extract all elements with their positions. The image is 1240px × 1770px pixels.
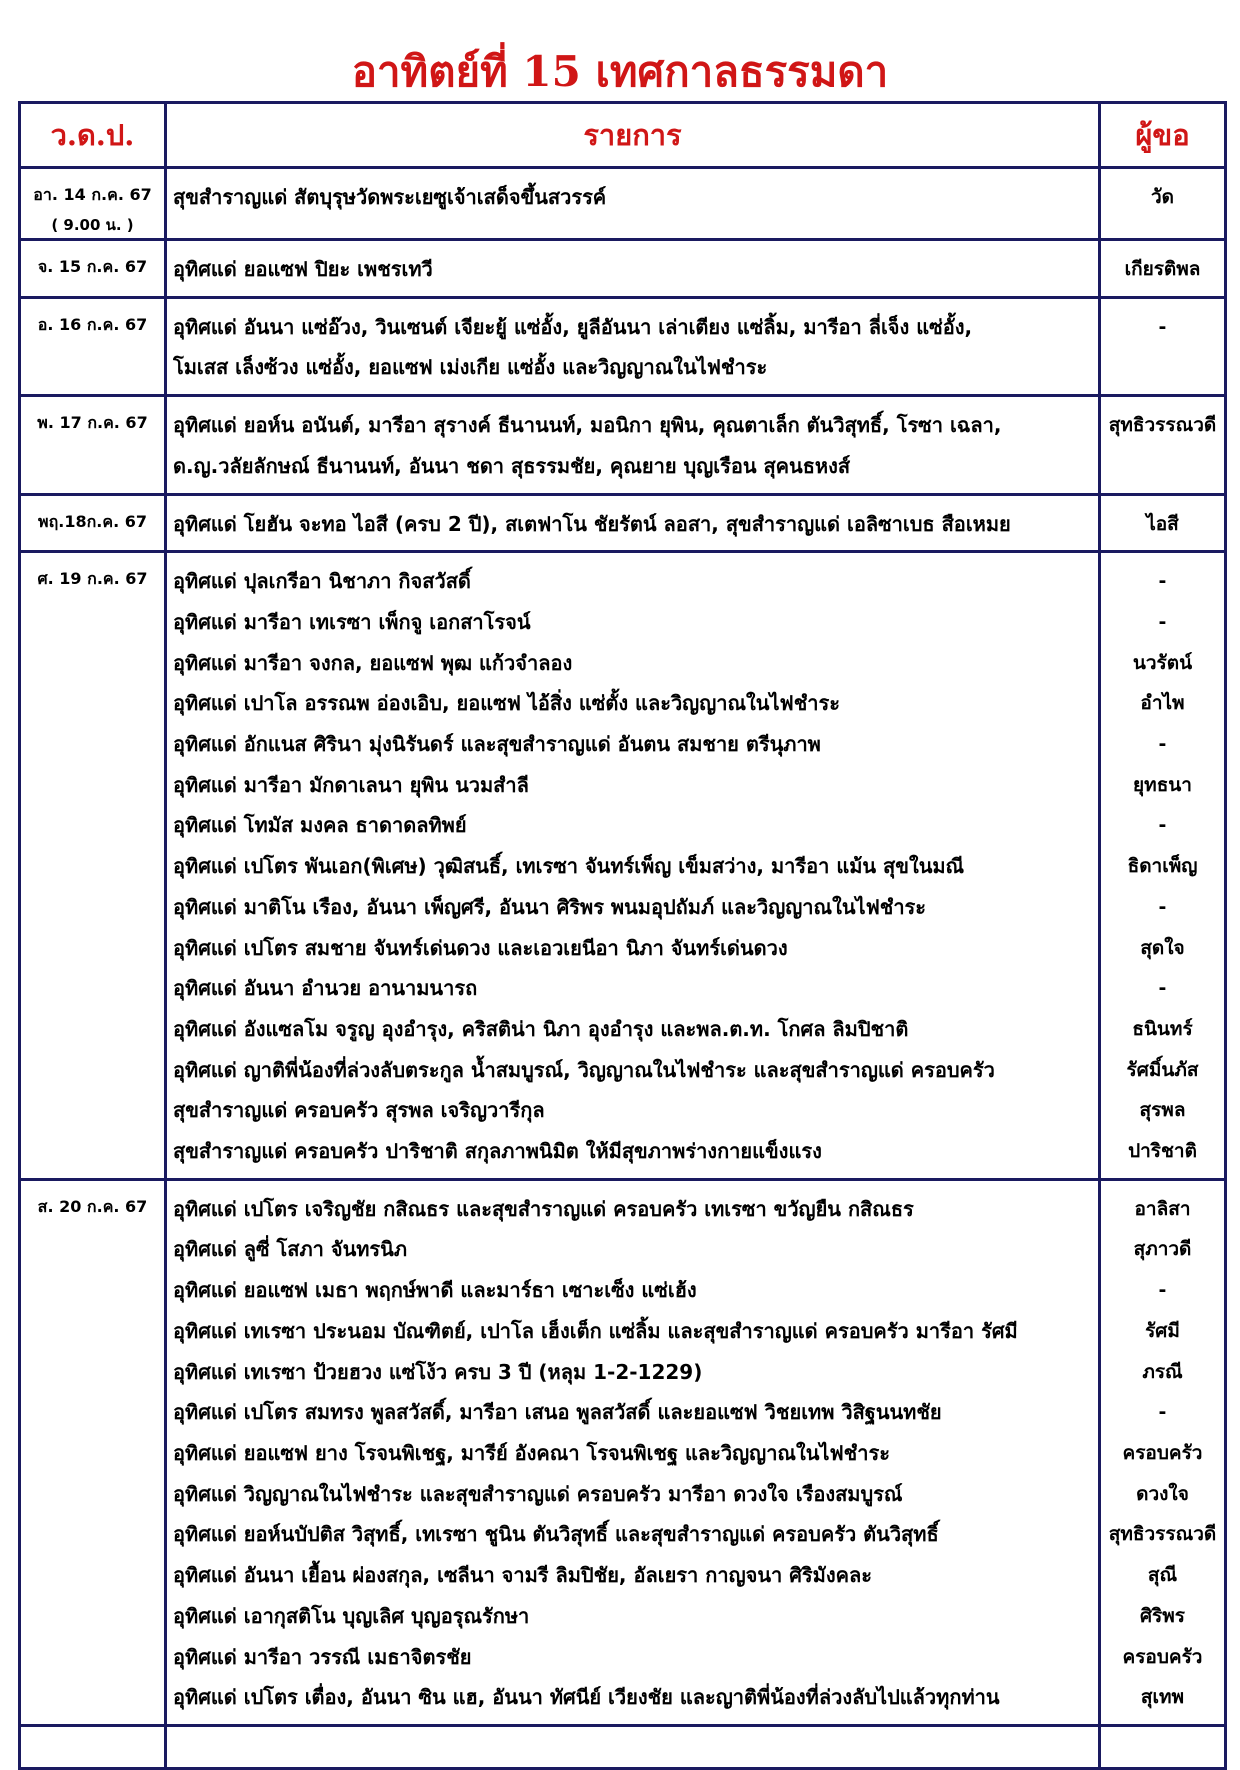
requester-name: สุเทพ xyxy=(1140,1686,1185,1709)
requester-cell xyxy=(1100,1179,1226,1725)
intention-line: อุทิศแด่ มาติโน เรือง, อันนา เพ็ญศรี, อันนา ศิริพร พนมอุปถัมภ์ และวิญญาณในไฟชำระ xyxy=(173,894,927,919)
date-text: พฤ.18ก.ค. 67 xyxy=(38,511,147,531)
requester-name: อำไพ xyxy=(1140,692,1185,715)
intention-line: อุทิศแด่ ยอห์น อนันต์, มารีอา สุรางค์ ธีนานนท์, มอนิกา ยุพิน, คุณตาเล็ก ตันวิสุทธิ์, โรซา เฉลา, xyxy=(173,413,1002,438)
intention-line: ด.ญ.วลัยลักษณ์ ธีนานนท์, อันนา ชดา สุธรรมชัย, คุณยาย บุญเรือน สุคนธหงส์ xyxy=(173,453,851,478)
intention-line: อุทิศแด่ อันนา แซ่อ๊วง, วินเซนต์ เจียะยู้ แซ่อั้ง, ยูลีอันนา เล่าเตียง แซ่ลิ้ม, มารีอา ลี่เจ็ง แซ่อั้ง, xyxy=(173,314,973,339)
requester-name: ภรณี xyxy=(1142,1360,1183,1383)
date-cell xyxy=(20,494,166,552)
intention-line: อุทิศแด่ เปโตร สมทรง พูลสวัสดิ์, มารีอา เสนอ พูลสวัสดิ์ และยอแซฟ วิชยเทพ วิสิฐนนทชัย xyxy=(173,1400,942,1425)
requester-name: ปาริชาติ xyxy=(1128,1140,1197,1163)
date-cell xyxy=(20,1179,166,1725)
table-row-empty xyxy=(20,1725,1226,1768)
mass-intentions-table xyxy=(18,101,1227,1770)
requester-column-header: ผู้ขอ xyxy=(1100,103,1226,168)
intention-line: อุทิศแด่ ปุลเกรีอา นิชาภา กิจสวัสดิ์ xyxy=(173,569,471,594)
intention-line: อุทิศแด่ อังแซลโม จรูญ อุงอำรุง, คริสติน่า นิภา อุงอำรุง และพล.ต.ท. โกศล ลิมปิชาติ xyxy=(173,1016,909,1041)
intention-line: อุทิศแด่ เปโตร พันเอก(พิเศษ) วุฒิสนธิ์, เทเรซา จันทร์เพ็ญ เข็มสว่าง, มารีอา แม้น สุขในมณี xyxy=(173,854,965,879)
table-header-row xyxy=(20,103,1226,168)
requester-cell xyxy=(1100,168,1226,240)
table-row xyxy=(20,297,1226,395)
requester-name: สุรพล xyxy=(1139,1099,1186,1122)
intention-line: อุทิศแด่ อักแนส ศิรินา มุ่งนิรันดร์ และสุขสำราญแด่ อันตน สมชาย ตรีนุภาพ xyxy=(173,732,821,757)
requester-name: ธนินทร์ xyxy=(1132,1017,1193,1040)
date-cell xyxy=(20,297,166,395)
intention-line: อุทิศแด่ อันนา เยื้อน ผ่องสกุล, เซลีนา จามรี ลิมปิชัย, อัลเยรา กาญจนา ศิริมังคละ xyxy=(173,1563,872,1588)
requester-name: ครอบครัว xyxy=(1122,1645,1203,1668)
date-text: พ. 17 ก.ค. 67 xyxy=(37,413,148,433)
intention-line: อุทิศแด่ มารีอา วรรณี เมธาจิตรชัย xyxy=(173,1644,472,1669)
intention-line: อุทิศแด่ เทเรซา ประนอม บัณฑิตย์, เปาโล เฮ็งเต็ก แซ่ลิ้ม และสุขสำราญแด่ ครอบครัว มารีอา รัศมี xyxy=(173,1318,1018,1343)
date-cell xyxy=(20,396,166,494)
description-cell xyxy=(166,1179,1100,1725)
intention-line: สุขสำราญแด่ สัตบุรุษวัดพระเยซูเจ้าเสด็จขึ้นสวรรค์ xyxy=(173,185,607,209)
requester-name: - xyxy=(1158,1401,1167,1424)
intention-line: สุขสำราญแด่ ครอบครัว สุรพล เจริญวารีกุล xyxy=(173,1098,545,1123)
requester-name: - xyxy=(1158,733,1167,756)
intention-line: สุขสำราญแด่ ครอบครัว ปาริชาติ สกุลภาพนิมิต ให้มีสุขภาพร่างกายแข็งแรง xyxy=(173,1139,822,1164)
requester-name: วัด xyxy=(1150,186,1174,208)
empty-cell xyxy=(1100,1725,1226,1768)
intention-line: อุทิศแด่ ยอห์นบัปติส วิสุทธิ์, เทเรซา ชูนิน ตันวิสุทธิ์ และสุขสำราญแด่ ครอบครัว ตันวิสุทธิ์ xyxy=(173,1522,939,1547)
description-cell xyxy=(166,168,1100,240)
requester-name: ยุทธนา xyxy=(1133,773,1192,796)
intention-line: อุทิศแด่ เปโตร เตื่อง, อันนา ซิน แฮ, อันนา ทัศนีย์ เวียงชัย และญาติพี่น้องที่ล่วงลับไปแล้วทุกท่าน xyxy=(173,1685,1000,1710)
date-text: ส. 20 ก.ค. 67 xyxy=(37,1196,148,1216)
intention-line: อุทิศแด่ ยอแซฟ เมธา พฤกษ์พาดี และมาร์ธา เซาะเซ็ง แซ่เฮ้ง xyxy=(173,1278,697,1303)
requester-name: เกียรติพล xyxy=(1124,258,1201,280)
requester-name: - xyxy=(1158,977,1167,1000)
description-cell xyxy=(166,552,1100,1180)
requester-name: - xyxy=(1158,610,1167,633)
requester-name: สุภาวดี xyxy=(1133,1238,1192,1261)
intention-line: อุทิศแด่ ยอแซฟ ปิยะ เพชรเทวี xyxy=(173,257,433,281)
intention-line: อุทิศแด่ ลูซี่ โสภา จันทรนิภ xyxy=(173,1237,408,1262)
intention-line: อุทิศแด่ มารีอา เทเรซา เพ็กจู เอกสาโรจน์ xyxy=(173,609,531,634)
intention-line: อุทิศแด่ โยฮัน จะทอ ไอสี (ครบ 2 ปี), สเตฟาโน ชัยรัตน์ ลอสา, สุขสำราญแด่ เอลิซาเบธ สือเหมย xyxy=(173,511,1011,536)
intention-line: อุทิศแด่ อันนา อำนวย อานามนารถ xyxy=(173,976,478,1001)
requester-name: ศิริพร xyxy=(1140,1604,1185,1627)
requester-name: ดวงใจ xyxy=(1136,1482,1189,1505)
date-cell xyxy=(20,240,166,298)
requester-name: - xyxy=(1158,895,1167,918)
requester-cell xyxy=(1100,396,1226,494)
intention-line: อุทิศแด่ โทมัส มงคล ธาดาดลทิพย์ xyxy=(173,813,467,838)
requester-cell xyxy=(1100,552,1226,1180)
table-row xyxy=(20,1179,1226,1725)
requester-name: ครอบครัว xyxy=(1122,1441,1203,1464)
description-column-header: รายการ xyxy=(166,103,1100,168)
empty-cell xyxy=(166,1725,1100,1768)
requester-name: - xyxy=(1158,1279,1167,1302)
description-cell xyxy=(166,494,1100,552)
intention-line: อุทิศแด่ เอากุสติโน บุญเลิศ บุญอรุณรักษา xyxy=(173,1603,530,1628)
intention-line: อุทิศแด่ เปโตร เจริญชัย กสิณธร และสุขสำราญแด่ ครอบครัว เทเรซา ขวัญยืน กสิณธร xyxy=(173,1196,914,1221)
table-row xyxy=(20,240,1226,298)
table-row xyxy=(20,494,1226,552)
requester-name: - xyxy=(1158,315,1167,338)
intention-line: โมเสส เล็งซ้วง แซ่อั้ง, ยอแซฟ เม่งเกีย แซ่อั้ง และวิญญาณในไฟชำระ xyxy=(173,355,768,380)
description-cell xyxy=(166,396,1100,494)
requester-name: นวรัตน์ xyxy=(1132,651,1193,674)
requester-name: สุทธิวรรณวดี xyxy=(1108,414,1217,437)
requester-name: ธิดาเพ็ญ xyxy=(1127,855,1198,878)
requester-name: - xyxy=(1158,570,1167,593)
requester-cell xyxy=(1100,240,1226,298)
description-cell xyxy=(166,240,1100,298)
requester-name: รัศมี xyxy=(1145,1319,1180,1342)
time-text: ( 9.00 น. ) xyxy=(51,216,134,234)
requester-name: สุทธิวรรณวดี xyxy=(1108,1523,1217,1546)
requester-name: รัศมิ์นภัส xyxy=(1126,1058,1199,1081)
intention-line: อุทิศแด่ มารีอา มักดาเลนา ยุพิน นวมสำลี xyxy=(173,772,529,797)
intention-line: อุทิศแด่ วิญญาณในไฟชำระ และสุขสำราญแด่ ครอบครัว มารีอา ดวงใจ เรืองสมบูรณ์ xyxy=(173,1481,903,1506)
requester-cell xyxy=(1100,297,1226,395)
date-text: จ. 15 ก.ค. 67 xyxy=(37,257,148,276)
requester-name: สุณี xyxy=(1147,1564,1178,1587)
intention-line: อุทิศแด่ เปโตร สมชาย จันทร์เด่นดวง และเอวเยนีอา นิภา จันทร์เด่นดวง xyxy=(173,935,788,960)
intention-line: อุทิศแด่ มารีอา จงกล, ยอแซฟ พุฒ แก้วจำลอง xyxy=(173,650,573,675)
requester-name: สุดใจ xyxy=(1140,936,1185,959)
date-cell xyxy=(20,552,166,1180)
intention-line: อุทิศแด่ ญาติพี่น้องที่ล่วงลับตระกูล น้ำสมบูรณ์, วิญญาณในไฟชำระ และสุขสำราญแด่ ครอบครัว xyxy=(173,1057,995,1082)
page-title: อาทิตย์ที่ 15 เทศกาลธรรมดา xyxy=(351,47,889,96)
table-row xyxy=(20,168,1226,240)
requester-name: - xyxy=(1158,814,1167,837)
intention-line: อุทิศแด่ เปาโล อรรณพ อ่องเอิบ, ยอแซฟ ไอ้สิ่ง แซ่ตั้ง และวิญญาณในไฟชำระ xyxy=(173,691,840,716)
empty-cell xyxy=(20,1725,166,1768)
table-row xyxy=(20,552,1226,1180)
date-cell xyxy=(20,168,166,240)
description-cell xyxy=(166,297,1100,395)
date-text: ศ. 19 ก.ค. 67 xyxy=(37,569,148,589)
requester-name: ไอสี xyxy=(1146,512,1179,535)
date-text: อ. 16 ก.ค. 67 xyxy=(37,314,148,334)
date-column-header: ว.ด.ป. xyxy=(20,103,166,168)
requester-cell xyxy=(1100,494,1226,552)
intention-line: อุทิศแด่ ยอแซฟ ยาง โรจนพิเชฐ, มารีย์ อังคณา โรจนพิเชฐ และวิญญาณในไฟชำระ xyxy=(173,1440,890,1465)
table-row xyxy=(20,396,1226,494)
date-text: อา. 14 ก.ค. 67 xyxy=(33,185,152,204)
requester-name: อาลิสา xyxy=(1134,1197,1191,1220)
intention-line: อุทิศแด่ เทเรซา ป้วยฮวง แซ่โง้ว ครบ 3 ปี (หลุม 1-2-1229) xyxy=(173,1359,703,1384)
